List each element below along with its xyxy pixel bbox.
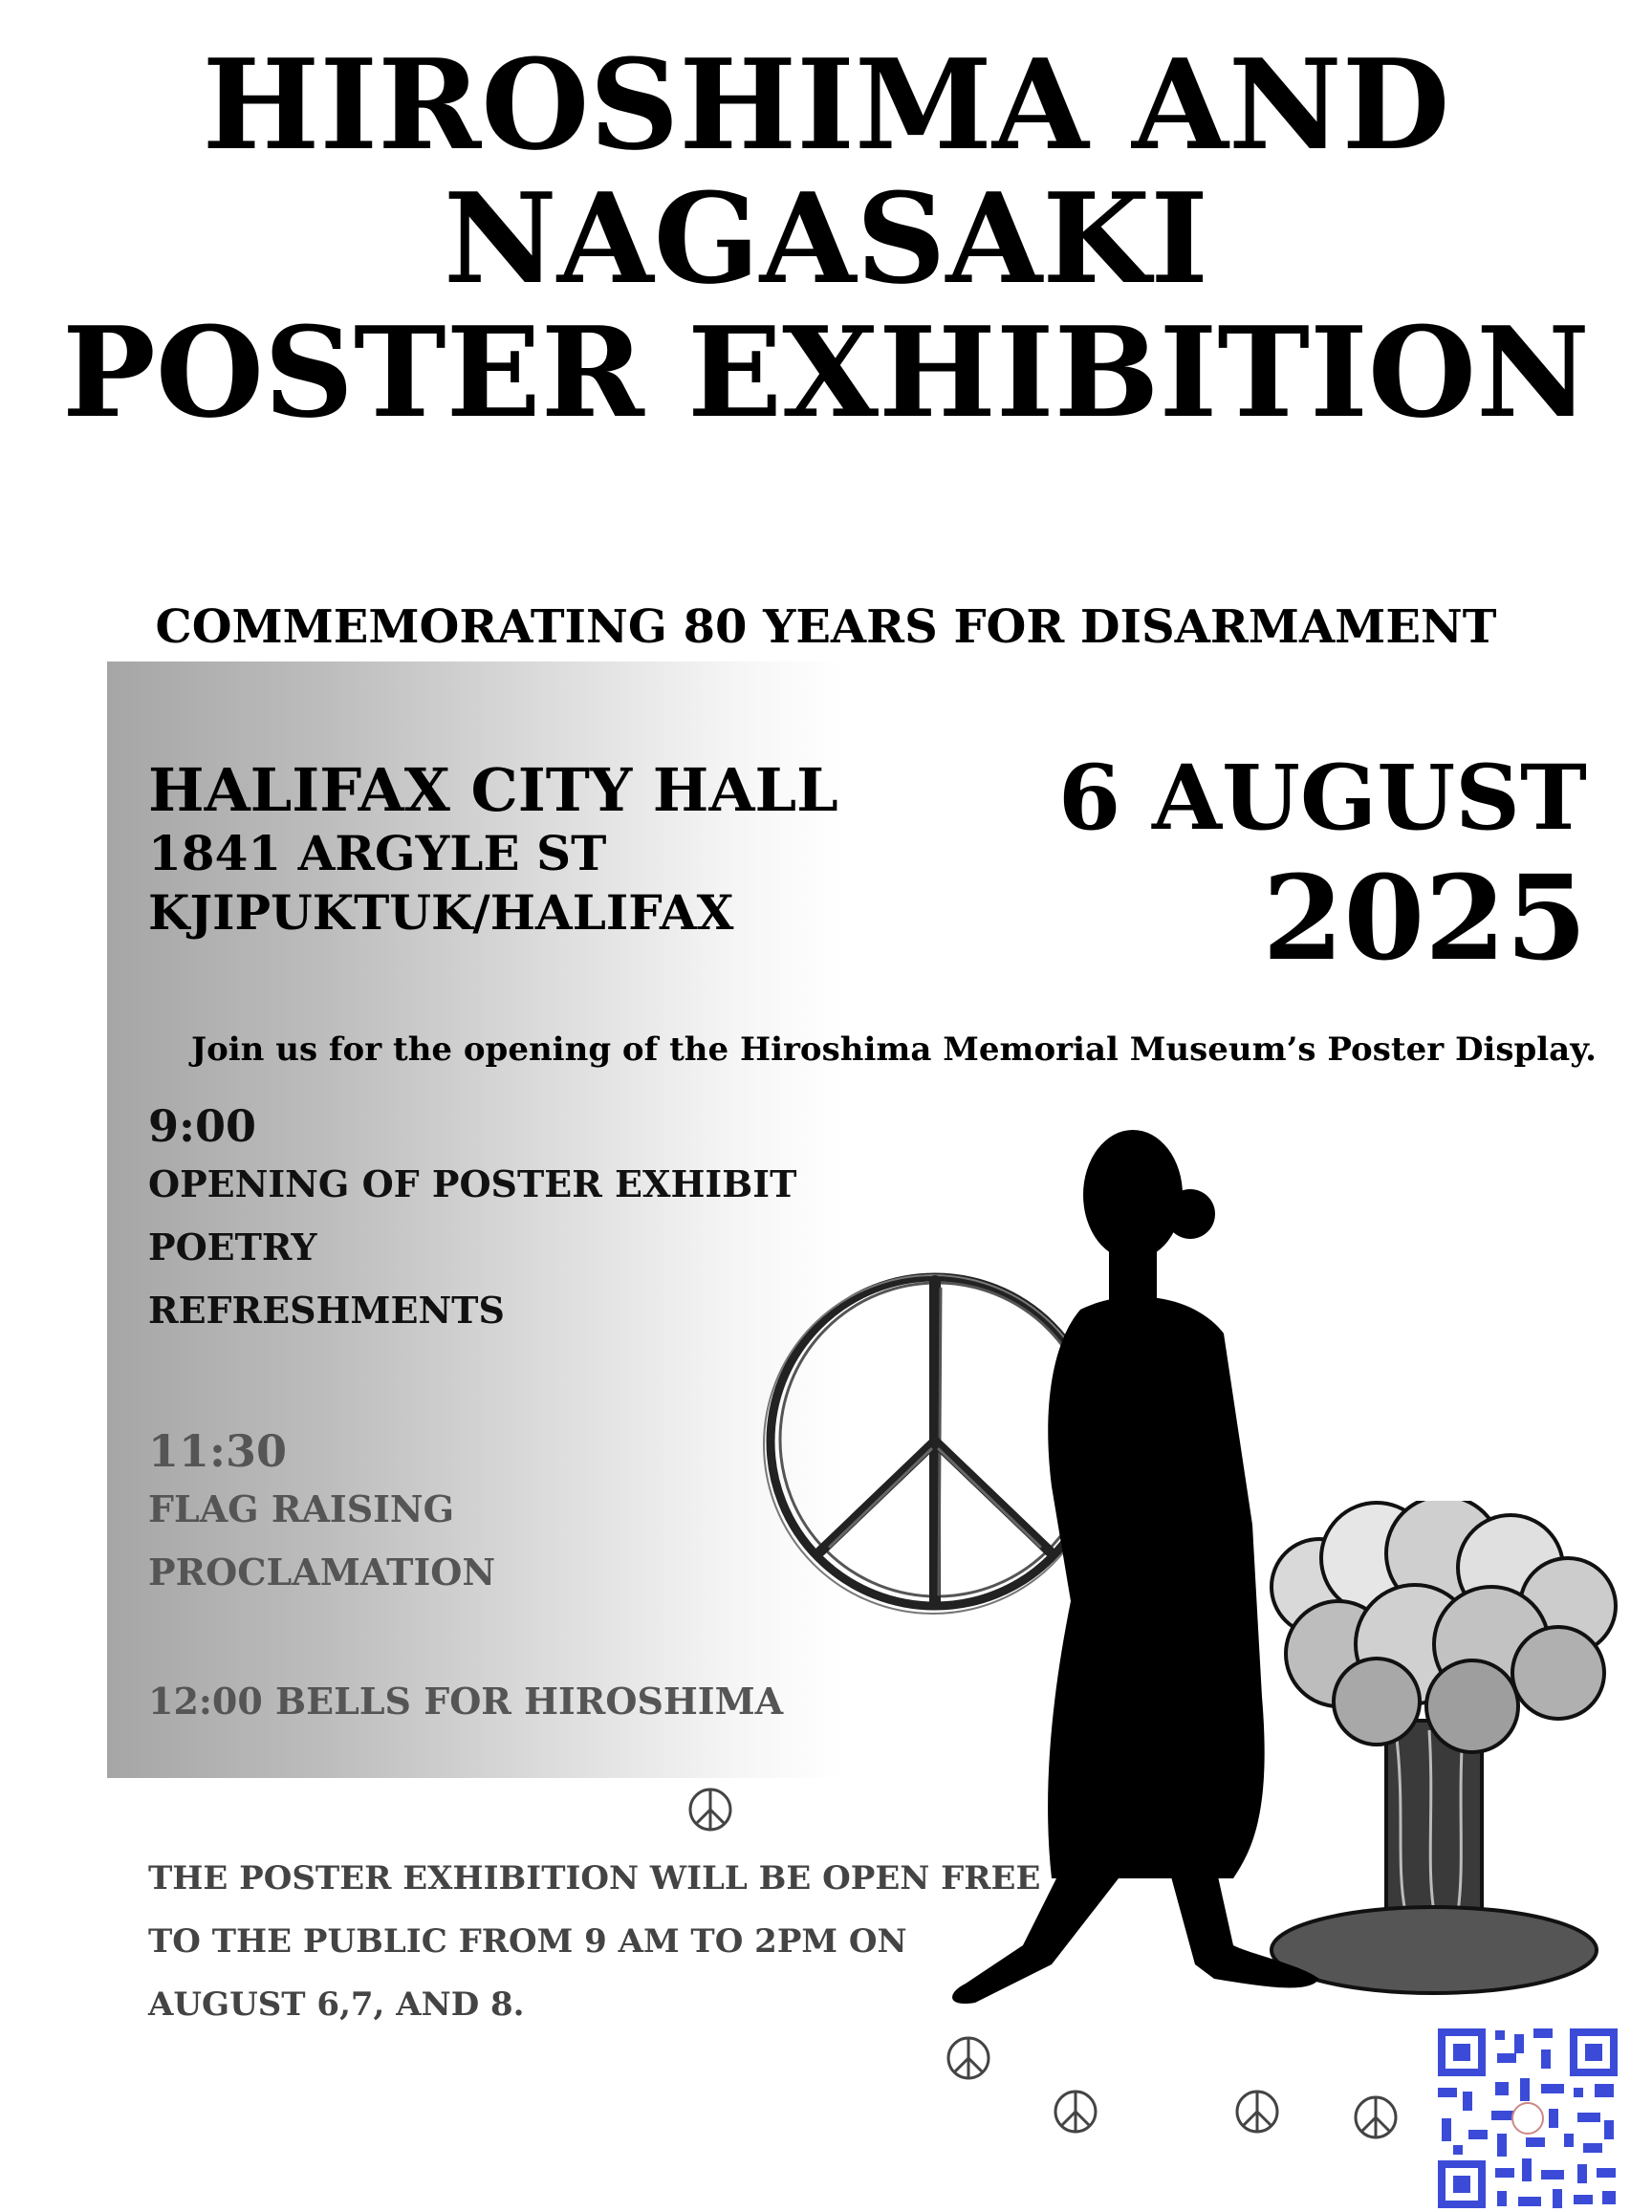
- schedule-item: POETRY: [148, 1225, 317, 1269]
- peace-sign-icon: [945, 2034, 992, 2082]
- schedule-block-2: [148, 1424, 495, 1604]
- event-date: [1058, 746, 1587, 985]
- schedule-item: OPENING OF POSTER EXHIBIT: [148, 1162, 797, 1205]
- schedule-item: PROCLAMATION: [148, 1551, 496, 1594]
- date-year: 2025: [1262, 849, 1587, 987]
- qr-code[interactable]: [1434, 2025, 1621, 2212]
- schedule-time: 11:30: [148, 1425, 288, 1477]
- title-line-2: NAGASAKI: [443, 165, 1209, 312]
- title-line-3: POSTER EXHIBITION: [62, 299, 1590, 445]
- woman-walking-silhouette: [908, 1123, 1358, 2007]
- footer-line-1: THE POSTER EXHIBITION WILL BE OPEN FREE: [148, 1859, 1041, 1898]
- peace-sign-icon: [686, 1786, 734, 1833]
- peace-sign-icon: [1352, 2093, 1400, 2141]
- venue-address: 1841 ARGYLE ST: [148, 825, 607, 881]
- schedule-time: 9:00: [148, 1100, 257, 1152]
- peace-sign-icon: [1052, 2088, 1099, 2136]
- poster-title: [0, 32, 1652, 445]
- subtitle: COMMEMORATING 80 YEARS FOR DISARMAMENT: [155, 600, 1497, 654]
- intro-text: Join us for the opening of the Hiroshima Memorial Museum’s Poster Display.: [191, 1030, 1597, 1069]
- schedule-block-3: 12:00 BELLS FOR HIROSHIMA: [148, 1680, 784, 1723]
- date-day-month: 6 AUGUST: [1057, 746, 1587, 851]
- venue-name: HALIFAX CITY HALL: [148, 755, 838, 825]
- schedule-item: FLAG RAISING: [148, 1487, 455, 1530]
- footer-line-2: TO THE PUBLIC FROM 9 AM TO 2PM ON: [148, 1922, 907, 1961]
- peace-sign-icon: [1233, 2088, 1281, 2136]
- schedule-item: REFRESHMENTS: [148, 1289, 505, 1332]
- title-line-1: HIROSHIMA AND: [202, 32, 1450, 178]
- footer-line-3: AUGUST 6,7, AND 8.: [148, 1985, 525, 2024]
- venue-city: KJIPUKTUK/HALIFAX: [148, 884, 734, 941]
- schedule-block-1: [148, 1099, 796, 1342]
- venue-block: [148, 757, 838, 943]
- footer-note: [148, 1847, 1040, 2036]
